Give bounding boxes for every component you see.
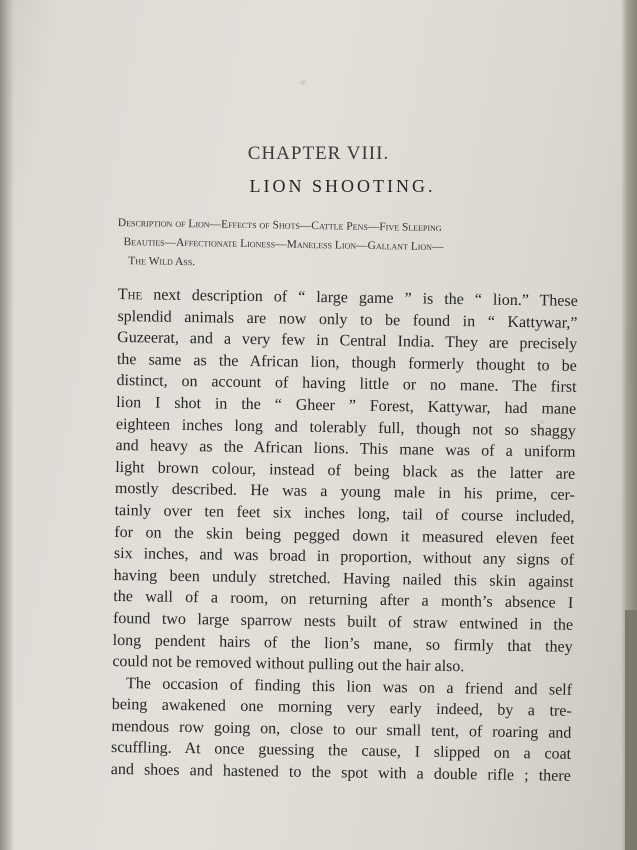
text-line: being awakened one morning very early indeed, by a tre- [111, 696, 572, 721]
body-text [111, 284, 578, 787]
text-line: and heavy as the African lions. This mane was of a uniform [115, 437, 576, 461]
synopsis-line: The Wild Ass. [128, 255, 196, 269]
synopsis-line: Description of Lion—Effects of Shots—Cattle Pens—Five Sleeping [117, 216, 442, 235]
page-edge-dark [625, 610, 637, 850]
text-line: could not be removed without pulling out the hair also. [112, 653, 465, 676]
text-line: and shoes and hastened to the spot with a double rifle ; there [110, 761, 571, 785]
text-line: scuffling. At once guessing the cause, I slipped on a coat [110, 739, 572, 764]
text-line: found two large sparrow nests built of straw entwined in the [112, 609, 574, 634]
text-line: Guzeerat, and a very few in Central India. They are precisely [117, 329, 578, 354]
text-line: tainly over ten feet six inches long, tail of course included, [114, 501, 575, 526]
text-line: splendid animals are now only to be found in “ Kattywar,” [117, 307, 578, 332]
synopsis-line: Beauties—Affectionate Lioness—Maneless Lion—Gallant Lion— [123, 236, 444, 254]
text-line: The occasion of finding this lion was on a friend and self [125, 674, 573, 699]
text-line: light brown colour, instead of being black as the latter are [115, 458, 576, 483]
opening-word: The [117, 285, 143, 304]
chapter-title: LION SHOOTING. [249, 176, 436, 196]
text-line: eighteen inches long and tolerably full, though not so shaggy [115, 415, 576, 440]
text-line: having been unduly stretched. Having nailed this skin against [113, 566, 574, 591]
text-line: for on the skin being pegged down it measured eleven feet [114, 523, 575, 548]
text-line: long pendent hairs of the lion’s mane, so firmly that they [112, 631, 573, 656]
text-line: mostly described. He was a young male in his prime, cer- [114, 480, 576, 505]
page-gutter-shadow [0, 0, 14, 850]
text-line: distinct, on account of having little or no mane. The first [116, 372, 577, 397]
text-line: lion I shot in the “ Gheer ” Forest, Kattywar, had mane [116, 393, 577, 418]
chapter-number: CHAPTER VIII. [247, 143, 390, 164]
text-line-rest: next description of “ large game ” is the “ lion.” These [142, 286, 578, 310]
text-line: the same as the African lion, though formerly thought to be [116, 350, 577, 375]
chapter-synopsis [117, 214, 578, 278]
paper-spot [300, 80, 306, 85]
text-line: mendous row going on, close to our small tent, of roaring and [111, 717, 572, 742]
text-line: the wall of a room, on returning after a month’s absence I [113, 588, 574, 613]
text-line: six inches, and was broad in proportion, without any signs of [113, 545, 575, 569]
